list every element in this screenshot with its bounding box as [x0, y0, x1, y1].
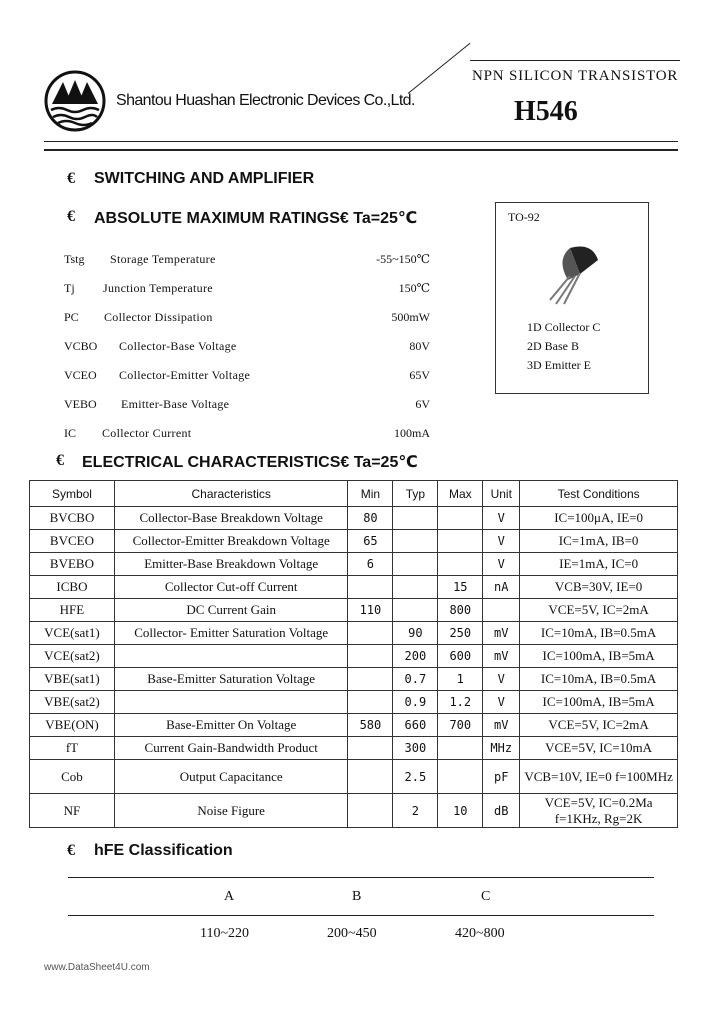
table-cell: 6 — [348, 553, 393, 576]
table-cell — [114, 691, 348, 714]
rating-value: 6V — [415, 397, 430, 411]
table-cell: V — [483, 530, 520, 553]
table-cell: dB — [483, 794, 520, 828]
bullet-icon: € — [56, 452, 64, 469]
table-cell: 110 — [348, 599, 393, 622]
table-cell — [393, 599, 438, 622]
table-cell: VCE(sat1) — [30, 622, 115, 645]
table-cell: 0.9 — [393, 691, 438, 714]
table-cell: 65 — [348, 530, 393, 553]
header-rule-thin — [44, 141, 678, 142]
table-cell: 15 — [438, 576, 483, 599]
header-divider-top — [470, 60, 680, 61]
table-cell: fT — [30, 737, 115, 760]
rating-desc: Collector-Base Voltage — [119, 339, 237, 353]
table-cell: 1.2 — [438, 691, 483, 714]
table-cell: IC=100mA, IB=5mA — [520, 645, 678, 668]
bullet-icon: € — [67, 208, 75, 225]
table-cell — [393, 553, 438, 576]
rating-value: -55~150℃ — [376, 252, 430, 266]
table-cell: NF — [30, 794, 115, 828]
table-cell: IC=10mA, IB=0.5mA — [520, 622, 678, 645]
table-cell: 300 — [393, 737, 438, 760]
table-row — [30, 530, 678, 553]
table-cell: IC=100μA, IE=0 — [520, 507, 678, 530]
table-cell: Collector Cut-off Current — [114, 576, 348, 599]
table-cell: VCE=5V, IC=10mA — [520, 737, 678, 760]
package-name: TO-92 — [508, 210, 540, 224]
rating-value: 65V — [409, 368, 430, 382]
table-row — [30, 599, 678, 622]
rating-symbol: Tstg — [64, 252, 85, 266]
table-header-cell: Test Conditions — [520, 481, 678, 507]
rating-desc: Collector-Emitter Voltage — [119, 368, 251, 382]
table-cell — [348, 668, 393, 691]
table-cell: VCB=10V, IE=0 f=100MHz — [520, 760, 678, 794]
table-cell: IC=10mA, IB=0.5mA — [520, 668, 678, 691]
table-cell: VCE(sat2) — [30, 645, 115, 668]
electrical-characteristics-table — [29, 480, 678, 828]
table-row — [30, 737, 678, 760]
table-row — [30, 576, 678, 599]
table-row — [30, 760, 678, 794]
table-cell — [348, 622, 393, 645]
rating-value: 80V — [409, 339, 430, 353]
section-hfe-classification: hFE Classification — [94, 842, 233, 859]
rating-desc: Storage Temperature — [110, 252, 216, 266]
table-cell: VBE(ON) — [30, 714, 115, 737]
table-cell: 90 — [393, 622, 438, 645]
table-header-cell: Min — [348, 481, 393, 507]
table-cell: 660 — [393, 714, 438, 737]
table-cell: IC=100mA, IB=5mA — [520, 691, 678, 714]
to92-package-icon — [540, 240, 610, 310]
table-cell: VCE=5V, IC=0.2Ma f=1KHz, Rg=2K — [520, 794, 678, 828]
table-cell: IE=1mA, IC=0 — [520, 553, 678, 576]
table-cell — [438, 530, 483, 553]
table-cell: nA — [483, 576, 520, 599]
table-cell: pF — [483, 760, 520, 794]
table-cell: mV — [483, 622, 520, 645]
table-cell: 2 — [393, 794, 438, 828]
table-cell: Output Capacitance — [114, 760, 348, 794]
rank-label: C — [481, 889, 491, 904]
header-divider-diagonal — [408, 43, 471, 94]
table-cell: 1 — [438, 668, 483, 691]
table-row — [30, 714, 678, 737]
table-cell: mV — [483, 714, 520, 737]
table-row — [30, 507, 678, 530]
pin-3-label: 3D Emitter E — [527, 358, 591, 372]
rating-symbol: PC — [64, 310, 79, 324]
table-cell — [438, 507, 483, 530]
table-cell — [114, 645, 348, 668]
table-cell: Collector-Emitter Breakdown Voltage — [114, 530, 348, 553]
rating-desc: Junction Temperature — [103, 281, 213, 295]
rating-value: 150℃ — [398, 281, 430, 295]
table-cell: 600 — [438, 645, 483, 668]
rank-label: A — [224, 889, 235, 904]
table-cell — [438, 737, 483, 760]
table-cell: 700 — [438, 714, 483, 737]
table-cell: MHz — [483, 737, 520, 760]
table-cell: 80 — [348, 507, 393, 530]
table-row — [30, 691, 678, 714]
section-abs-max-ratings: ABSOLUTE MAXIMUM RATINGS€ Ta=25℃ — [94, 210, 418, 227]
table-cell: Base-Emitter On Voltage — [114, 714, 348, 737]
header-rule-thick — [44, 149, 678, 151]
rating-value: 100mA — [394, 426, 430, 440]
rating-symbol: VEBO — [64, 397, 97, 411]
table-cell: DC Current Gain — [114, 599, 348, 622]
table-cell: 2.5 — [393, 760, 438, 794]
table-cell: ICBO — [30, 576, 115, 599]
table-header-row — [30, 481, 678, 507]
table-cell: VCE=5V, IC=2mA — [520, 599, 678, 622]
section-electrical-characteristics: ELECTRICAL CHARACTERISTICS€ Ta=25℃ — [82, 454, 418, 471]
table-cell: V — [483, 553, 520, 576]
section-switching: SWITCHING AND AMPLIFIER — [94, 170, 315, 187]
rank-label: B — [352, 889, 362, 904]
table-row — [30, 668, 678, 691]
rank-range: 200~450 — [327, 926, 377, 941]
table-header-cell: Unit — [483, 481, 520, 507]
table-cell — [393, 507, 438, 530]
table-cell: BVCBO — [30, 507, 115, 530]
table-cell — [348, 737, 393, 760]
table-cell: Cob — [30, 760, 115, 794]
rating-symbol: IC — [64, 426, 76, 440]
rating-symbol: VCBO — [64, 339, 98, 353]
table-cell: 10 — [438, 794, 483, 828]
table-row — [30, 622, 678, 645]
table-cell: V — [483, 668, 520, 691]
bullet-icon: € — [67, 170, 75, 187]
table-cell — [393, 576, 438, 599]
table-cell: IC=1mA, IB=0 — [520, 530, 678, 553]
table-cell — [393, 530, 438, 553]
rating-symbol: Tj — [64, 281, 75, 295]
table-cell — [438, 553, 483, 576]
bullet-icon: € — [67, 842, 75, 859]
company-name: Shantou Huashan Electronic Devices Co.,Ltd. — [116, 92, 415, 109]
table-cell: VCE=5V, IC=2mA — [520, 714, 678, 737]
table-cell — [348, 576, 393, 599]
device-type-subtitle: NPN SILICON TRANSISTOR — [472, 68, 679, 84]
rank-range: 110~220 — [200, 926, 250, 941]
table-cell: HFE — [30, 599, 115, 622]
classification-rule-mid — [68, 915, 654, 916]
pin-2-label: 2D Base B — [527, 339, 579, 353]
table-cell: 800 — [438, 599, 483, 622]
table-row — [30, 794, 678, 828]
rating-desc: Emitter-Base Voltage — [121, 397, 230, 411]
table-cell: V — [483, 507, 520, 530]
table-cell: Emitter-Base Breakdown Voltage — [114, 553, 348, 576]
table-row — [30, 645, 678, 668]
company-logo-icon — [44, 70, 106, 132]
pin-1-label: 1D Collector C — [527, 320, 601, 334]
table-cell — [348, 645, 393, 668]
table-cell: BVEBO — [30, 553, 115, 576]
table-cell: VBE(sat1) — [30, 668, 115, 691]
table-cell — [438, 760, 483, 794]
rating-desc: Collector Dissipation — [104, 310, 213, 324]
table-cell: Noise Figure — [114, 794, 348, 828]
table-header-cell: Typ — [393, 481, 438, 507]
table-cell: Current Gain-Bandwidth Product — [114, 737, 348, 760]
rating-symbol: VCEO — [64, 368, 97, 382]
table-cell: 580 — [348, 714, 393, 737]
table-cell: BVCEO — [30, 530, 115, 553]
table-header-cell: Max — [438, 481, 483, 507]
part-number: H546 — [514, 96, 578, 127]
table-cell — [348, 794, 393, 828]
classification-rule-top — [68, 877, 654, 878]
table-cell: Collector-Base Breakdown Voltage — [114, 507, 348, 530]
table-cell: V — [483, 691, 520, 714]
rank-range: 420~800 — [455, 926, 505, 941]
table-cell: 0.7 — [393, 668, 438, 691]
table-cell: VCB=30V, IE=0 — [520, 576, 678, 599]
table-cell: 250 — [438, 622, 483, 645]
table-header-cell: Symbol — [30, 481, 115, 507]
table-cell: mV — [483, 645, 520, 668]
table-cell: Collector- Emitter Saturation Voltage — [114, 622, 348, 645]
table-cell: VBE(sat2) — [30, 691, 115, 714]
table-cell — [483, 599, 520, 622]
table-cell — [348, 691, 393, 714]
table-cell: Base-Emitter Saturation Voltage — [114, 668, 348, 691]
footer-watermark: www.DataSheet4U.com — [44, 962, 150, 973]
table-cell — [348, 760, 393, 794]
table-cell: 200 — [393, 645, 438, 668]
rating-desc: Collector Current — [102, 426, 192, 440]
table-header-cell: Characteristics — [114, 481, 348, 507]
rating-value: 500mW — [391, 310, 430, 324]
table-row — [30, 553, 678, 576]
